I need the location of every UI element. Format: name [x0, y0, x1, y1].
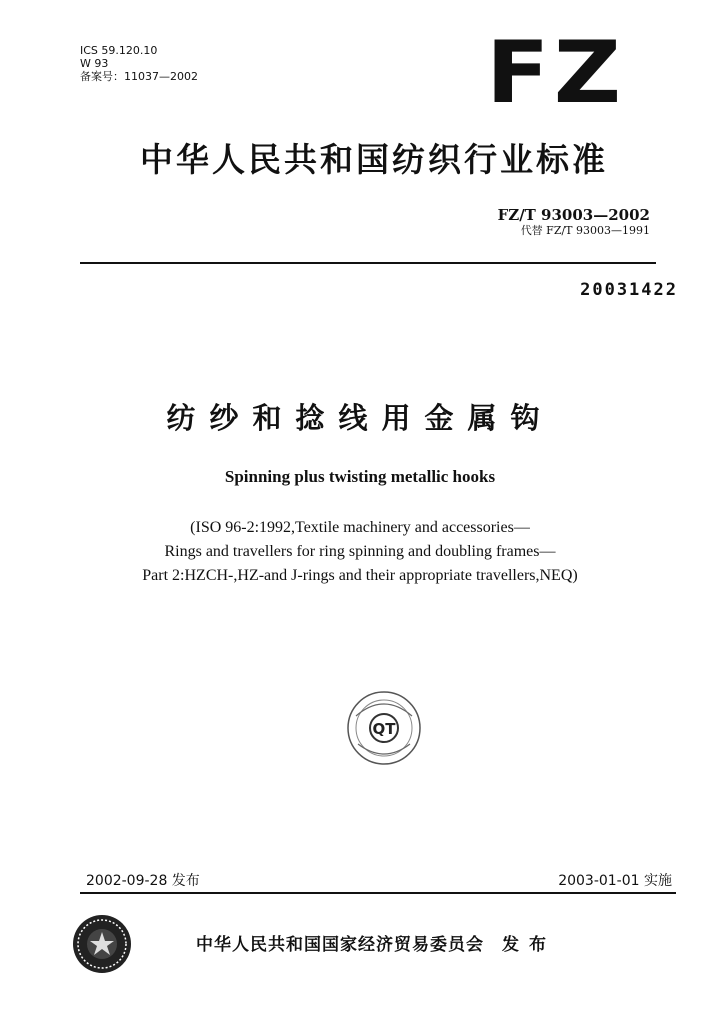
emblem-text: QT: [372, 720, 396, 738]
top-divider: [80, 262, 656, 264]
standard-number: FZ/T 93003—2002: [497, 206, 650, 224]
org-title: 中华人民共和国纺织行业标准: [140, 140, 608, 179]
national-seal-icon: [70, 912, 134, 976]
iso-reference: [70, 516, 650, 588]
iso-line-1: (ISO 96-2:1992,Textile machinery and accessories—: [190, 519, 530, 536]
quality-emblem-icon: [342, 686, 426, 770]
effective-date: 2003-01-01 实施: [558, 873, 672, 889]
record-number: 备案号：11037—2002: [80, 70, 198, 83]
iso-line-3: Part 2:HZCH-,HZ-and J-rings and their appropriate travellers,NEQ): [142, 567, 578, 584]
standard-number-block: [498, 206, 650, 238]
issuer-action: 发布: [502, 935, 556, 955]
publish-date: 2002-09-28 发布: [86, 873, 200, 889]
header-meta: [80, 44, 198, 83]
document-title-cn: 纺纱和捻线用金属钩: [166, 401, 554, 435]
issuer-name: 中华人民共和国国家经济贸易委员会: [196, 935, 484, 955]
stamp-number: 20031422: [580, 280, 678, 300]
category-code: W 93: [80, 57, 109, 70]
fz-logo: FZ: [486, 23, 626, 123]
bottom-divider: [80, 892, 676, 894]
iso-line-2: Rings and travellers for ring spinning and doubling frames—: [164, 543, 556, 560]
document-title-en: Spinning plus twisting metallic hooks: [224, 467, 496, 486]
ics-code: ICS 59.120.10: [80, 44, 158, 57]
replaces-number: 代替 FZ/T 93003—1991: [520, 224, 650, 237]
issuer-line: [196, 930, 556, 955]
